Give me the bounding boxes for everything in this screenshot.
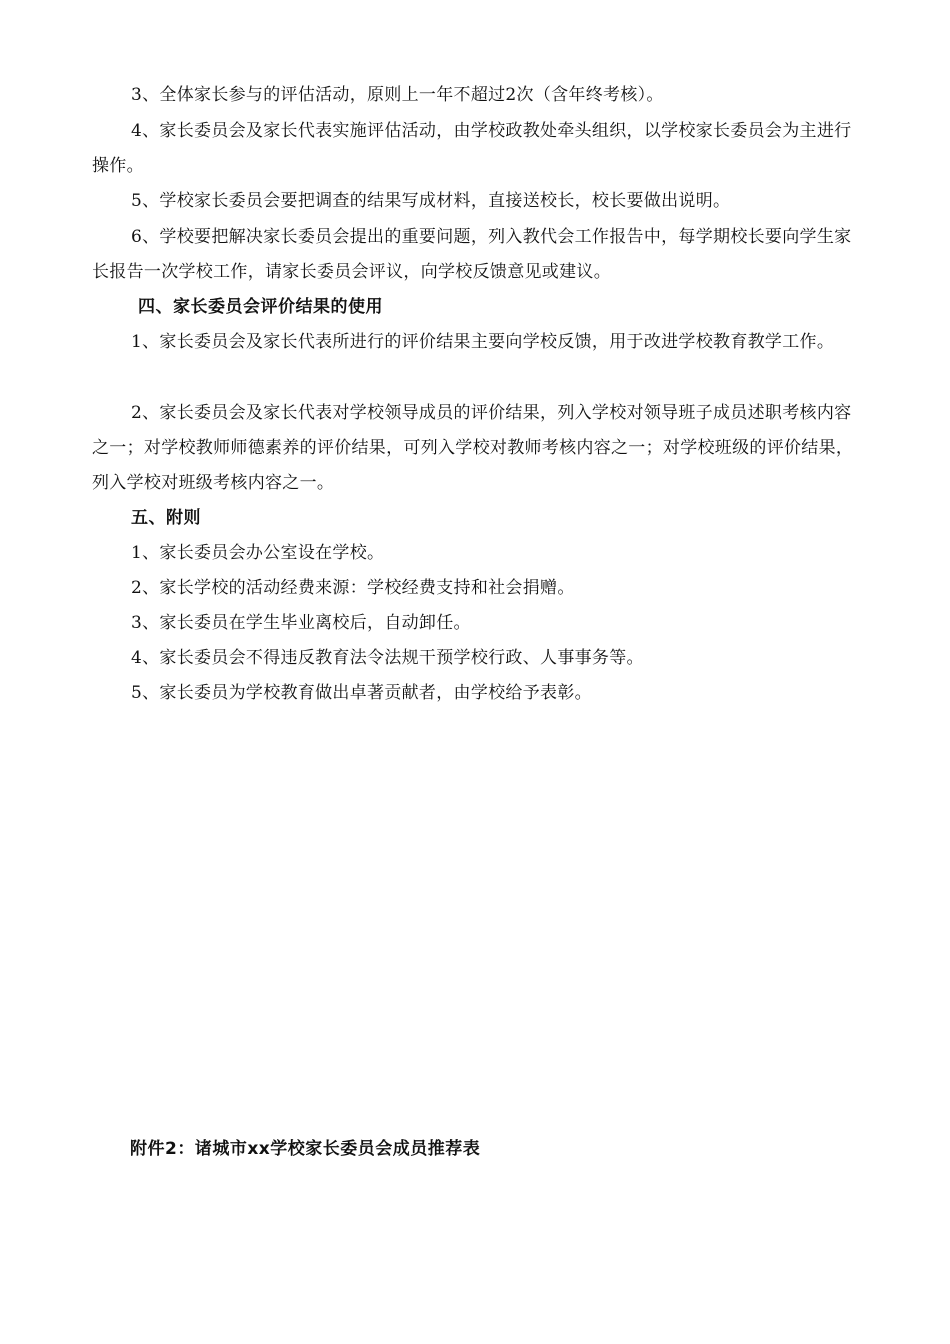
paragraph-s3-item-5: 5、学校家长委员会要把调查的结果写成材料，直接送校长，校长要做出说明。 — [131, 191, 731, 211]
paragraph-s3-item-4: 4、家长委员会及家长代表实施评估活动，由学校政教处牵头组织，以学校家长委员会为主进行操作。 — [92, 121, 852, 176]
paragraph-s3-item-6: 6、学校要把解决家长委员会提出的重要问题，列入教代会工作报告中，每学期校长要向学生家长报告一次学校工作，请家长委员会评议，向学校反馈意见或建议。 — [92, 227, 852, 282]
list-item-s5-4: 4、家长委员会不得违反教育法令法规干预学校行政、人事事务等。 — [131, 648, 644, 668]
paragraph-s4-item-1: 1、家长委员会及家长代表所进行的评价结果主要向学校反馈，用于改进学校教育教学工作。 — [131, 332, 835, 352]
section-heading-supplementary: 五、附则 — [131, 508, 201, 528]
list-item-s5-1: 1、家长委员会办公室设在学校。 — [131, 543, 385, 563]
section-heading-evaluation-use: 四、家长委员会评价结果的使用 — [138, 297, 383, 317]
list-item-s5-5: 5、家长委员为学校教育做出卓著贡献者，由学校给予表彰。 — [131, 683, 592, 703]
list-item-s5-3: 3、家长委员在学生毕业离校后，自动卸任。 — [131, 613, 471, 633]
paragraph-s3-item-3: 3、全体家长参与的评估活动，原则上一年不超过2次（含年终考核）。 — [131, 85, 664, 105]
list-item-s5-2: 2、家长学校的活动经费来源：学校经费支持和社会捐赠。 — [131, 578, 575, 598]
attachment-title: 附件2：诸城市xx学校家长委员会成员推荐表 — [130, 1139, 481, 1159]
paragraph-s4-item-2: 2、家长委员会及家长代表对学校领导成员的评价结果，列入学校对领导班子成员述职考核内容之一；对学校教师师德素养的评价结果，可列入学校对教师考核内容之一；对学校班级的评价结果，列入学校对班级考核内容之一。 — [92, 403, 854, 493]
